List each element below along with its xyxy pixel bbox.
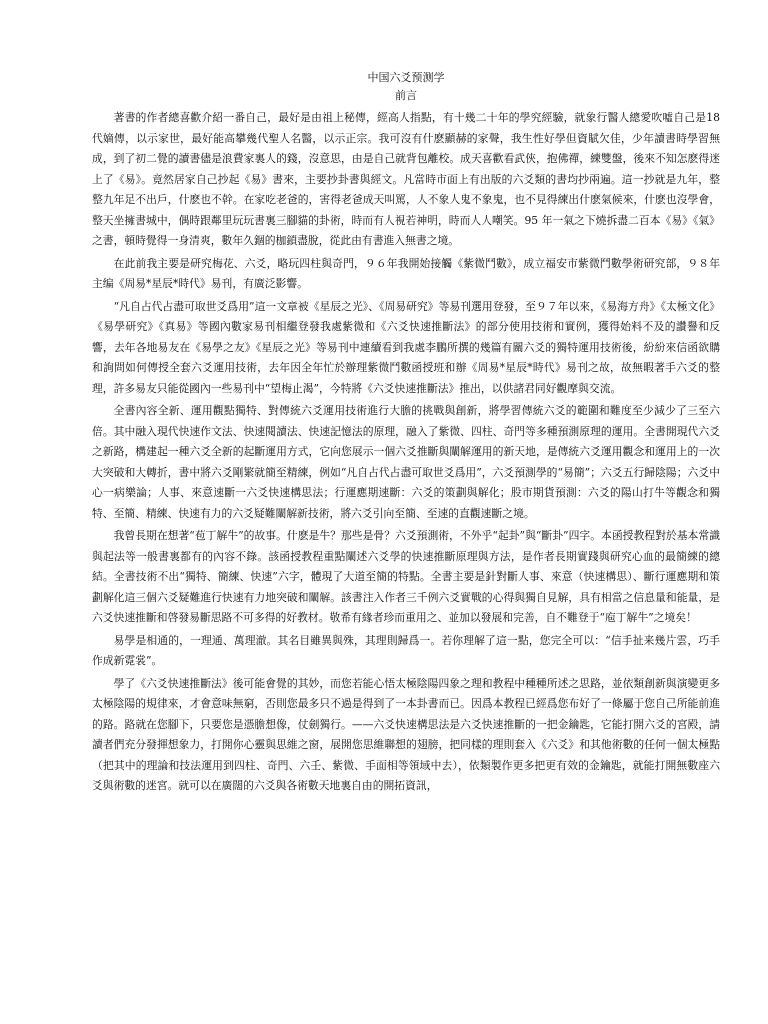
paragraph-course-focus: 我曾長期在想著“苞丁解牛”的故事。什麽是牛？那些是骨？六爻預測術，不外乎“起卦”與“斷卦”四字。本函授教程對於基本常識與起法等一般書裏都有的內容不錄。該函授教程重點闡述六爻學的快速推斷原理與方法，是作者長期實踐與研究心血的最簡練的總結。全書技術不出“獨特、簡練、快速”六字，體現了大道至簡的特點。全書主要是針對斷人事、來意（快速構思）、斷行運應期和策劃解化這三個六爻疑難進行快速有力地突破和闡解。該書注入作者三千例六爻實戰的心得與獨自見解，具有相當之信息量和能量，是六爻快速推斷和啓發易斷思路不可多得的好教材。敬希有緣者珍而重用之、並加以發展和完善，自不難登于“庖丁解牛”之境矣！ <box>92 529 720 624</box>
paragraph-book-content: 全書內容全新、運用觀點獨特、對傳統六爻運用技術進行大膽的挑戰與創新，將學習傳統六爻的範圍和難度至少減少了三至六倍。其中融入現代快速作文法、快速閱讀法、快速記憶法的原理，融入了紫微、四柱、奇門等多種預測原理的運用。全書開現代六爻之新路，構建起一種六爻全新的起斷運用方式，它向您展示一個六爻推斷與闡解運用的新天地，是傳統六爻運用觀念和運用上的一次大突破和大轉折，書中將六爻剛繁就簡至精練，例如“凡自占代占盡可取世爻爲用”，六爻預測學的“易簡”；六爻五行歸陰陽；六爻中心一病樂論；人事、來意速斷一六爻快速構思法；行運應期速斷：六爻的策劃與解化；股市期貨預測：六爻的陽山打牛等觀念和獨特、至簡、精練、快速有力的六爻疑難闡解新技術，將六爻引向至簡、至速的直觀速斷之境。 <box>92 404 720 520</box>
paragraph-yi-principle: 易學是相通的，一理通、萬理澈。其名目雖異與殊，其理則歸爲一。若你理解了這一點，您完全可以：“信手扯来幾片雲，巧手作成新霓裳”。 <box>92 633 720 667</box>
document-subtitle: 前言 <box>395 89 417 102</box>
paragraph-research-history: 在此前我主要是研究梅花、六爻，略玩四柱與奇門，９６年我開始接觸《紫微鬥數》，成立福安市紫微鬥數學術研究部，９８年主编《周易*星辰*時代》易刊，有廣泛影響。 <box>92 256 720 290</box>
paragraph-author-intro: 著書的作者總喜歡介紹一番自己，最好是由祖上秘傳，經高人指點，有十幾二十年的學究經驗，就象行醫人總愛吹噓自己是18代嫡傳，以示家世，最好能高攀幾代聖人名醫，以示正宗。我可沒有什麽顯赫的家聲，我生性好學但資賦欠佳，少年讀書時學習無成，到了初二覺的讀書儘是浪費家裏人的錢，沒意思，由是自己就背包離校。成天喜歡看武俠，抱佛禪，練雙盤，後來不知怎麽得迷上了《易》。竟然居家自己抄起《易》書來，主要抄卦書與經文。凡當時市面上有出版的六爻類的書均抄兩遍。這一抄就是九年，整整九年足不出戶，什麽也不幹。在家吃老爸的，害得老爸成天叫罵，人不象人鬼不象鬼，也不見得練出什麽氣候來，什麽也沒學會，整天坐擁書城中，偶時跟鄰里玩玩書裏三腳貓的卦術，時而有人視若神明，時而人人嘲笑。95 年一氣之下燒拆盡二百本《易》《氣》之書，頓時覺得一身清爽，數年久錮的枷鎖盡脫，從此由有書進入無書之境。 <box>92 111 720 247</box>
document-page <box>92 70 720 799</box>
paragraph-publications: “凡自占代占盡可取世爻爲用”這一文章被《星辰之光》、《周易研究》等易刊選用登發，至９７年以來，《易海方舟》《太極文化》《易學研究》《真易》等國內數家易刊相繼登發我處紫微和《六爻快速推斷法》的部分使用技術和實例，獲得始料不及的讚譽和反響，去年各地易友在《易學之友》《星辰之光》等易刊中連續看到我處李鵬所撰的幾篇有關六爻的獨特運用技術後，紛紛來信函欲購和詢問如何傳授全套六爻運用技術，去年因全年忙於辦理紫微鬥數函授班和辦《周易*星辰*時代》易刊之故，故無暇著手六爻的整理，許多易友只能從國內一些易刊中“望梅止渴”，今特將《六爻快速推斷法》推出，以供諸君同好觀摩與交流。 <box>92 299 720 395</box>
document-title: 中国六爻预测学 <box>367 71 445 84</box>
paragraph-golden-key: 學了《六爻快速推斷法》後可能會覺的其妙，而您若能心悟太極陰陽四象之理和教程中種種所述之思路，並依類創新與演變更多太極陰陽的規律來，才會意味無窮，否則您最多只不過是得到了一本卦書而已。因爲本教程已經爲您布好了一條屬于您自己所能前進的路。路就在您腳下，只要您是憑膽想像，仗劍獨行。——六爻快速構思法是六爻快速推斷的一把金鑰匙，它能打開六爻的宮殿，請讀者們充分發揮想象力，打開你心靈與思維之窗，展開您思維聯想的翅膀，把同樣的理則套入《六爻》和其他術數的任何一個太極點（把其中的理論和技法運用到四柱、奇門、六壬、紫微、手面相等領域中去），依類製作更多把更有效的金鑰匙，就能打開無數座六爻與術數的迷宮。就可以在廣闊的六爻與各術數天地裏自由的開拓資訊， <box>92 676 720 792</box>
